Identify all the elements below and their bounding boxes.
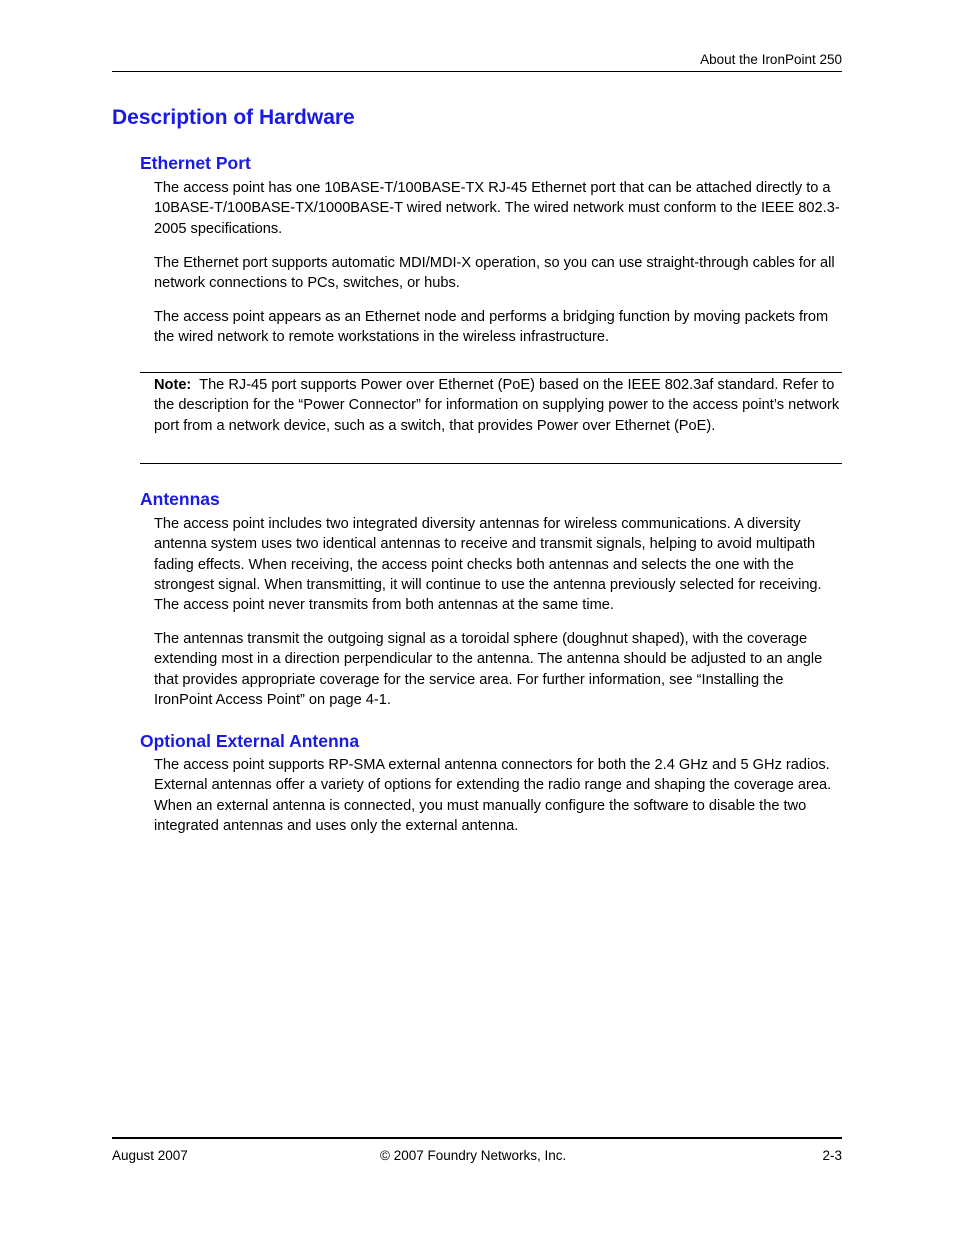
section-heading-optional-external-antenna: Optional External Antenna [140, 731, 360, 751]
section-heading-ethernet-port: Ethernet Port [140, 153, 251, 173]
footer-date: August 2007 [112, 1148, 188, 1163]
paragraph: The access point has one 10BASE-T/100BASE-TX RJ-45 Ethernet port that can be attached directly to a 10BASE-T/100BASE-TX/1000BASE-T wired network. The wired network must conform to the IEEE 802.3-2005 specifications. [154, 180, 840, 237]
section-heading-antennas: Antennas [140, 489, 220, 509]
note-body: The RJ-45 port supports Power over Ethernet (PoE) based on the IEEE 802.3af standard. Refer to the description for the “Power Connector” for information on supplying power to the access point’s network port from a network device, such as a switch, that provides Power over Ethernet (PoE). [154, 377, 840, 434]
paragraph: The access point appears as an Ethernet node and performs a bridging function by moving packets from the wired network to remote workstations in the wireless infrastructure. [154, 309, 829, 346]
page-number: 2-3 [822, 1148, 842, 1163]
paragraph: The access point supports RP-SMA external antenna connectors for both the 2.4 GHz and 5 GHz radios. External antennas offer a variety of options for extending the radio range and shaping the coverage area. When an external antenna is connected, you must manually configure the software to disable the two integrated antennas and uses only the external antenna. [154, 757, 832, 834]
running-header: About the IronPoint 250 [700, 52, 842, 67]
note-callout [140, 372, 842, 464]
paragraph: The access point includes two integrated diversity antennas for wireless communications. A diversity antenna system uses two identical antennas to receive and transmit signals, helping to avoid multipath fading effects. When receiving, the access point checks both antennas and selects the one with the strongest signal. When transmitting, it will continue to use the antenna previously selected for receiving. The access point never transmits from both antennas at the same time. [154, 516, 822, 614]
page-title: Description of Hardware [112, 106, 355, 129]
note-text [154, 375, 844, 436]
paragraph: The antennas transmit the outgoing signal as a toroidal sphere (doughnut shaped), with the coverage extending most in a direction perpendicular to the antenna. The antenna should be adjusted to an angle that provides appropriate coverage for the service area. For further information, see “Installing the IronPoint Access Point” on page 4-1. [154, 631, 823, 708]
header-divider [112, 71, 842, 72]
footer-divider [112, 1137, 842, 1139]
paragraph: The Ethernet port supports automatic MDI/MDI-X operation, so you can use straight-through cables for all network connections to PCs, switches, or hubs. [154, 255, 835, 292]
footer-copyright: © 2007 Foundry Networks, Inc. [380, 1148, 567, 1163]
note-label: Note: [154, 377, 192, 393]
